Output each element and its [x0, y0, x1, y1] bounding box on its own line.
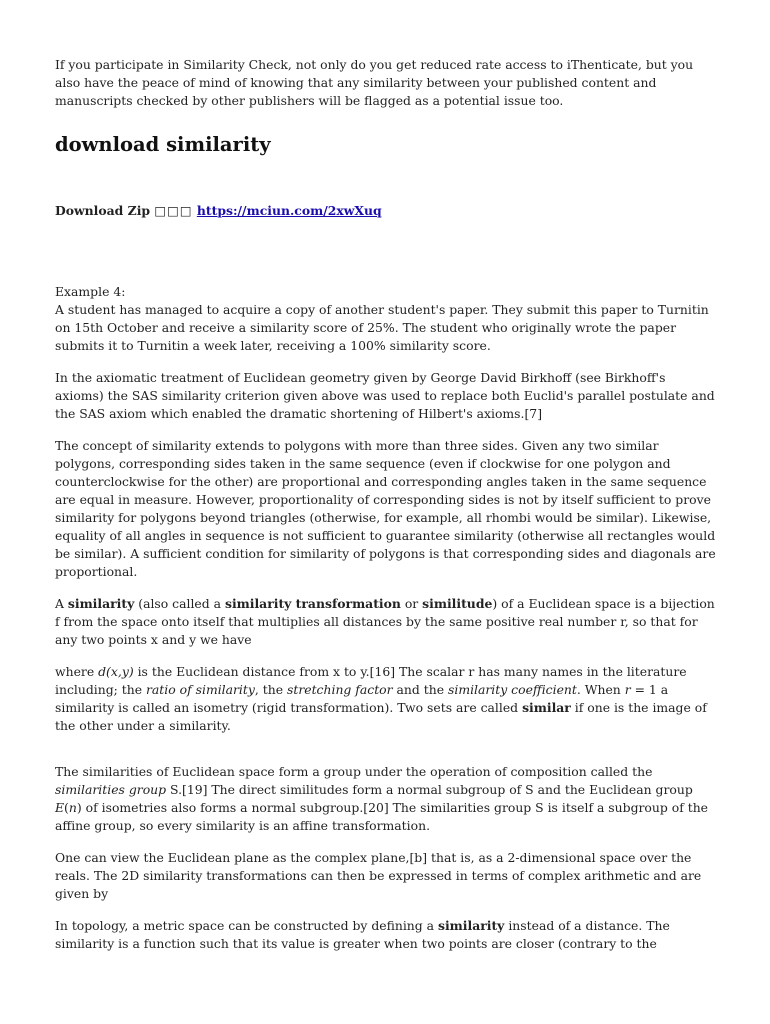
- topology-paragraph: [55, 917, 717, 953]
- italic-term: similarities group: [55, 782, 167, 797]
- text-run: = 1 a similarity is called an isometry (rigid transformation). Two sets are called: [55, 682, 669, 715]
- polygons-paragraph: The concept of similarity extends to polygons with more than three sides. Given any two similar polygons, corresponding sides taken in the same sequence (even if clockwise for one polygon and counterclockwise for the other) are proportional and corresponding angles taken in the same sequence are equal in measure. However, proportionality of corresponding sides is not by itself sufficient to prove similarity for polygons beyond triangles (otherwise, for example, all rhombi would be similar). Likewise, equality of all angles in sequence is not sufficient to guarantee similarity (otherwise all rectangles would be similar). A sufficient condition for similarity of polygons is that corresponding sides and diagonals are proportional.: [55, 438, 716, 579]
- text-run: . When: [576, 682, 625, 697]
- group-paragraph: [55, 763, 717, 835]
- download-label: Download Zip: [55, 203, 151, 218]
- text-run: In topology, a metric space can be constructed by defining a: [55, 918, 438, 933]
- text-run: ) of a Euclidean space is a bijection f from the space onto itself that multiplies all distances by the same positive real number r, so that for any two points x and y we have: [55, 596, 715, 647]
- text-run: and the: [392, 682, 448, 697]
- download-line: [55, 202, 717, 220]
- text-run: if one is the image of the other under a similarity.: [55, 700, 707, 733]
- example-title: Example 4:: [55, 284, 126, 299]
- text-run: (: [64, 800, 69, 815]
- section-heading: download similarity: [55, 133, 271, 156]
- text-run: (also called a: [134, 596, 225, 611]
- text-run: instead of a distance. The similarity is a function such that its value is greater when two points are closer (contrary to the: [55, 918, 670, 951]
- bold-term: similitude: [422, 596, 493, 611]
- text-run: The similarities of Euclidean space form a group under the operation of composition called the: [55, 764, 653, 779]
- text-run: or: [400, 596, 423, 611]
- example-paragraph: A student has managed to acquire a copy of another student's paper. They submit this paper to Turnitin on 15th October and receive a similarity score of 25%. The student who originally wrote the paper submits it to Turnitin a week later, receiving a 100% similarity score.: [55, 302, 709, 353]
- text-run: , the: [254, 682, 287, 697]
- intro-paragraph: If you participate in Similarity Check, not only do you get reduced rate access to iThenticate, but you also have the peace of mind of knowing that any similarity between your published content and manuscripts checked by other publishers will be flagged as a potential issue too.: [55, 57, 694, 108]
- download-link[interactable]: https://mciun.com/2xwXuq: [196, 203, 382, 218]
- definition-paragraph: [55, 595, 717, 649]
- italic-term: r: [624, 682, 631, 697]
- where-paragraph: [55, 663, 717, 735]
- text-run: ) of isometries also forms a normal subgroup.[20] The similarities group S is itself a subgroup of the affine group, so every similarity is an affine transformation.: [55, 800, 709, 833]
- bold-term: similarity: [67, 596, 135, 611]
- italic-term: stretching factor: [286, 682, 393, 697]
- bold-term: similar: [522, 700, 571, 715]
- italic-term: n: [68, 800, 77, 815]
- italic-term: d(x,y): [98, 664, 134, 679]
- text-run: A: [55, 596, 68, 611]
- text-run: is the Euclidean distance from x to y.[16] The scalar r has many names in the literature including; the: [55, 664, 687, 697]
- bold-term: similarity transformation: [224, 596, 401, 611]
- complex-paragraph: One can view the Euclidean plane as the complex plane,[b] that is, as a 2-dimensional space over the reals. The 2D similarity transformations can then be expressed in terms of complex arithmetic and are given by: [55, 850, 702, 901]
- article-body: [55, 56, 717, 953]
- text-run: where: [55, 664, 99, 679]
- italic-term: ratio of similarity: [145, 682, 255, 697]
- italic-term: similarity coefficient: [448, 682, 577, 697]
- missing-glyph-boxes: □□□: [154, 203, 193, 218]
- birkhoff-paragraph: In the axiomatic treatment of Euclidean geometry given by George David Birkhoff (see Birkhoff's axioms) the SAS similarity criterion given above was used to replace both Euclid's parallel postulate and the SAS axiom which enabled the dramatic shortening of Hilbert's axioms.[7]: [55, 370, 715, 421]
- bold-term: similarity: [437, 918, 505, 933]
- text-run: S.[19] The direct similitudes form a normal subgroup of S and the Euclidean group: [166, 782, 693, 797]
- italic-term: E: [55, 800, 65, 815]
